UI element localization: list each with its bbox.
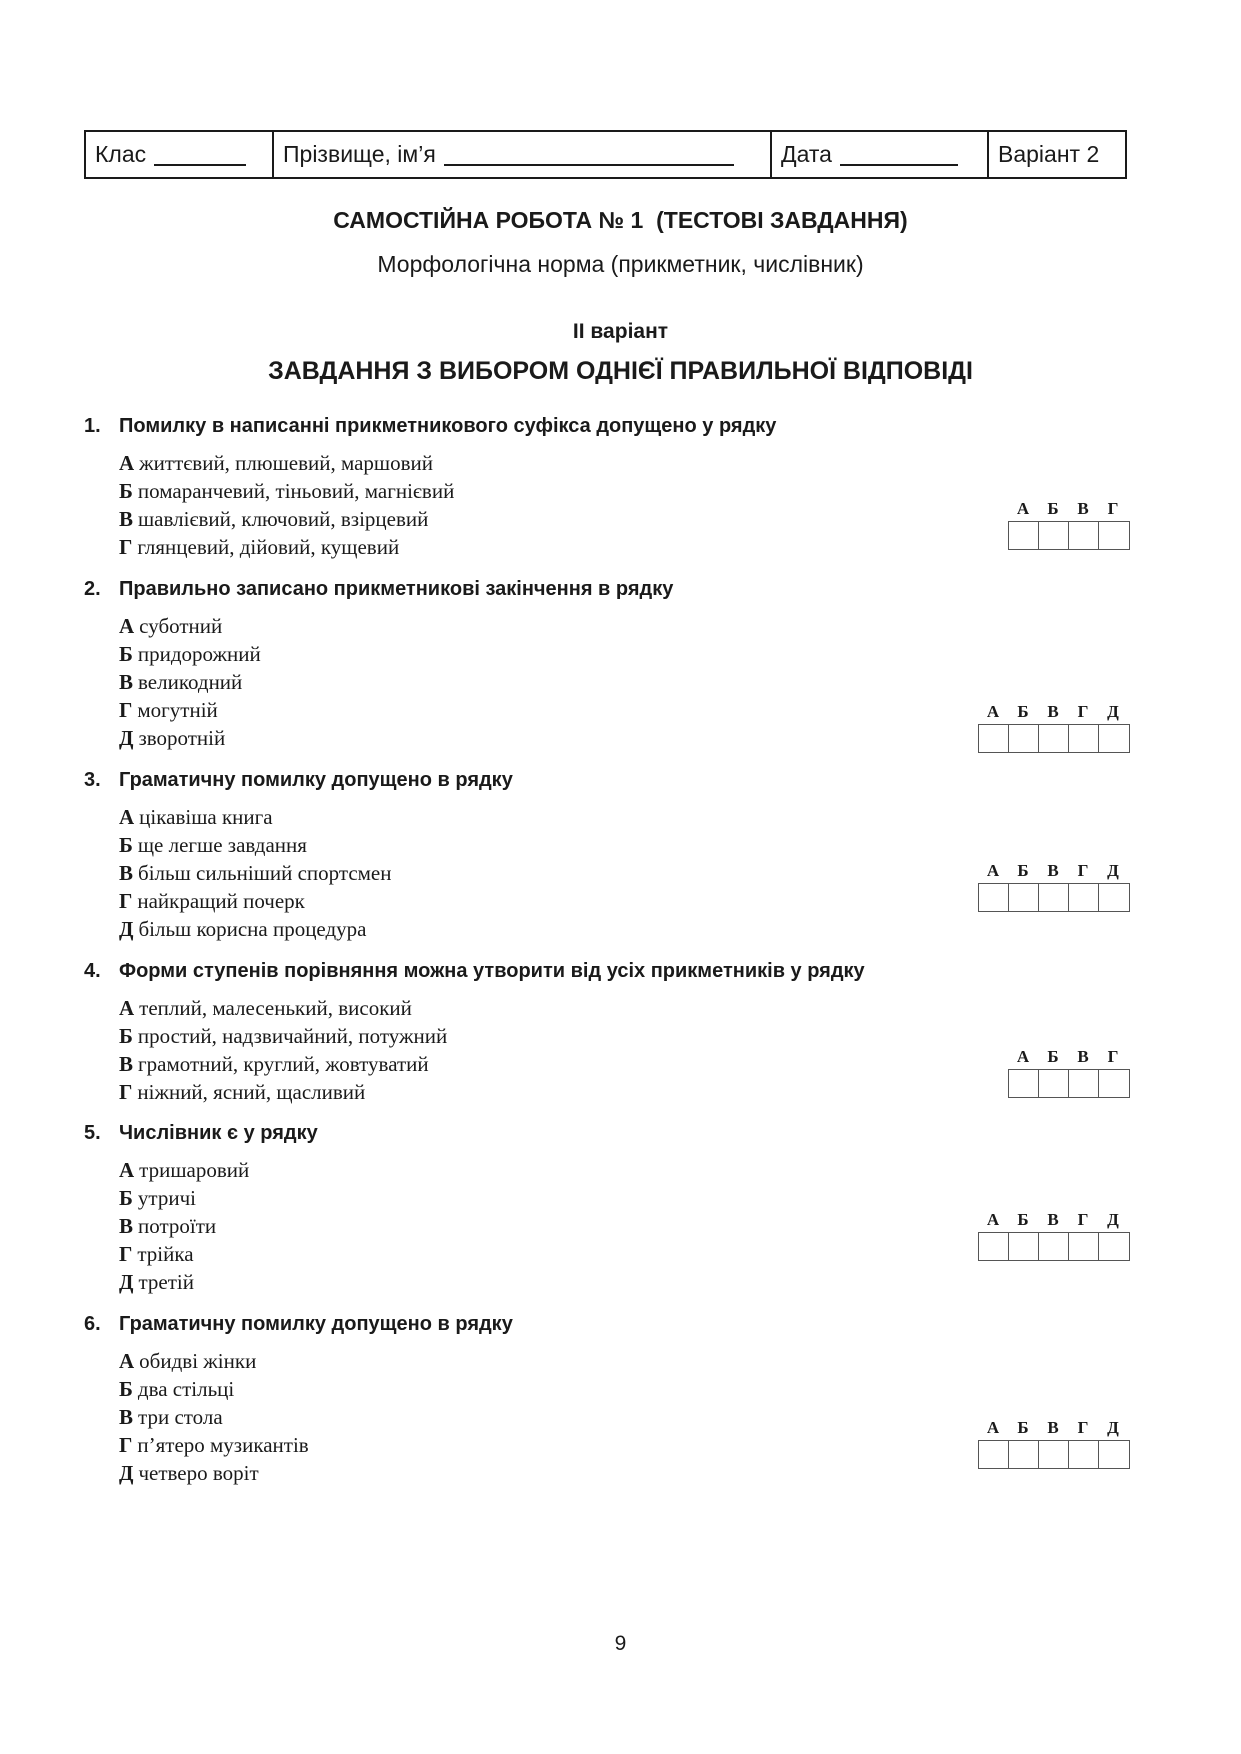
question-number: 3.	[84, 769, 101, 791]
option-letter: Г	[119, 698, 133, 722]
answer-box-b[interactable]	[1039, 1070, 1069, 1097]
question-text: Граматичну помилку допущено в рядку	[119, 769, 513, 791]
option-text: життєвий, плюшевий, маршовий	[139, 451, 433, 475]
grid-letter: Г	[1077, 702, 1089, 721]
option-letter: А	[119, 1158, 135, 1182]
option-d	[119, 1268, 1134, 1296]
grid-letter: А	[986, 1210, 1000, 1229]
section-title: ЗАВДАННЯ З ВИБОРОМ ОДНІЄЇ ПРАВИЛЬНОЇ ВІДПОВІДІ	[268, 357, 973, 385]
option-b	[119, 1022, 1134, 1050]
option-text: грамотний, круглий, жовтуватий	[138, 1052, 429, 1076]
option-letter: Д	[119, 1270, 134, 1294]
option-b	[119, 640, 1134, 668]
answer-box-a[interactable]	[1009, 522, 1039, 549]
answer-box-d[interactable]	[1099, 1233, 1129, 1260]
option-letter: Г	[119, 1433, 133, 1457]
question-heading	[84, 765, 1134, 795]
grid-letter: Б	[1017, 702, 1029, 721]
variant-label: Варіант 2	[998, 141, 1100, 167]
page-number: 9	[614, 1632, 627, 1655]
grid-letter: Д	[1107, 702, 1119, 721]
option-text: найкращий почерк	[137, 889, 305, 913]
option-text: суботний	[139, 614, 223, 638]
option-text: придорожний	[137, 642, 261, 666]
grid-letter: А	[1016, 499, 1030, 518]
option-a	[119, 449, 1134, 477]
option-text: глянцевий, дійовий, кущевий	[137, 535, 400, 559]
grid-letter: Г	[1077, 861, 1089, 880]
option-text: простий, надзвичайний, потужний	[137, 1024, 448, 1048]
date-blank[interactable]	[840, 144, 958, 166]
name-label: Прізвище, ім’я	[283, 141, 436, 167]
option-text: обидві жінки	[139, 1349, 257, 1373]
answer-box-v[interactable]	[1039, 725, 1069, 752]
option-text: два стільці	[137, 1377, 235, 1401]
question-5	[84, 1118, 1134, 1296]
option-b	[119, 831, 1134, 859]
answer-box-v[interactable]	[1039, 884, 1069, 911]
answer-box-g[interactable]	[1069, 884, 1099, 911]
question-1	[84, 411, 1134, 561]
question-text: Помилку в написанні прикметникового суфікса допущено у рядку	[119, 415, 777, 437]
variant-title: ІІ варіант	[572, 320, 669, 343]
question-2	[84, 574, 1134, 752]
option-a	[119, 612, 1134, 640]
answer-box-g[interactable]	[1069, 1441, 1099, 1468]
grid-letter: Б	[1017, 861, 1029, 880]
option-a	[119, 994, 1134, 1022]
option-letter: В	[119, 861, 134, 885]
option-text: четверо воріт	[138, 1461, 259, 1485]
question-number: 1.	[84, 415, 101, 437]
grid-letter: А	[986, 702, 1000, 721]
question-number: 6.	[84, 1313, 101, 1335]
grid-letter: А	[1016, 1047, 1030, 1066]
option-text: цікавіша книга	[139, 805, 273, 829]
option-text: шавлієвий, ключовий, взірцевий	[138, 507, 429, 531]
option-letter: А	[119, 614, 135, 638]
option-g	[119, 1078, 1134, 1106]
question-number: 2.	[84, 578, 101, 600]
grid-letter: Г	[1077, 1418, 1089, 1437]
option-text: утричі	[137, 1186, 196, 1210]
option-b	[119, 477, 1134, 505]
option-letter: Б	[119, 479, 133, 503]
option-text: більш сильніший спортсмен	[138, 861, 392, 885]
question-4	[84, 956, 1134, 1106]
option-text: потроїти	[138, 1214, 217, 1238]
option-text: могутній	[137, 698, 218, 722]
option-text: три стола	[138, 1405, 223, 1429]
option-letter: В	[119, 507, 134, 531]
answer-box-a[interactable]	[979, 884, 1009, 911]
grid-letter: В	[1047, 1418, 1059, 1437]
option-letter: В	[119, 670, 134, 694]
option-v	[119, 668, 1134, 696]
grid-letter: В	[1077, 1047, 1089, 1066]
answer-grid-6	[978, 1416, 1130, 1469]
answer-box-g[interactable]	[1099, 1070, 1129, 1097]
option-letter: Г	[119, 889, 133, 913]
answer-box-a[interactable]	[979, 725, 1009, 752]
name-cell[interactable]	[274, 132, 772, 177]
answer-box-v[interactable]	[1039, 1233, 1069, 1260]
option-g	[119, 533, 1134, 561]
option-letter: Б	[119, 1024, 133, 1048]
option-v	[119, 505, 1134, 533]
answer-box-d[interactable]	[1099, 884, 1129, 911]
question-text: Форми ступенів порівняння можна утворити від усіх прикметників у рядку	[119, 960, 865, 982]
question-3	[84, 765, 1134, 943]
variant-cell	[989, 132, 1125, 177]
answer-box-b[interactable]	[1009, 1233, 1039, 1260]
answer-box-d[interactable]	[1099, 1441, 1129, 1468]
option-text: більш корисна процедура	[138, 917, 367, 941]
option-a	[119, 1347, 1134, 1375]
grid-letter: В	[1047, 1210, 1059, 1229]
date-cell[interactable]	[772, 132, 989, 177]
option-text: трійка	[137, 1242, 194, 1266]
answer-box-d[interactable]	[1099, 725, 1129, 752]
option-letter: А	[119, 1349, 135, 1373]
option-letter: Г	[119, 535, 133, 559]
option-letter: А	[119, 805, 135, 829]
answer-box-a[interactable]	[979, 1441, 1009, 1468]
answer-box-b[interactable]	[1009, 725, 1039, 752]
answer-box-v[interactable]	[1069, 1070, 1099, 1097]
answer-box-b[interactable]	[1009, 1441, 1039, 1468]
class-cell[interactable]	[86, 132, 274, 177]
option-letter: В	[119, 1405, 134, 1429]
option-letter: Д	[119, 1461, 134, 1485]
option-letter: А	[119, 451, 135, 475]
question-heading	[84, 574, 1134, 604]
grid-letter: Г	[1107, 499, 1119, 518]
answer-grid-5	[978, 1208, 1130, 1261]
question-number: 5.	[84, 1122, 101, 1144]
option-d	[119, 915, 1134, 943]
option-letter: А	[119, 996, 135, 1020]
grid-letter: Б	[1047, 1047, 1059, 1066]
worksheet-title: САМОСТІЙНА РОБОТА № 1 (ТЕСТОВІ ЗАВДАННЯ)	[333, 207, 908, 233]
option-letter: Д	[119, 726, 134, 750]
answer-box-v[interactable]	[1069, 522, 1099, 549]
answer-grid-3	[978, 859, 1130, 912]
grid-letter: Г	[1107, 1047, 1119, 1066]
question-text: Граматичну помилку допущено в рядку	[119, 1313, 513, 1335]
option-text: п’ятеро музикантів	[137, 1433, 309, 1457]
grid-letter: Б	[1017, 1418, 1029, 1437]
option-letter: Г	[119, 1080, 133, 1104]
question-heading	[84, 1118, 1134, 1148]
answer-box-g[interactable]	[1069, 725, 1099, 752]
options-list	[119, 449, 1134, 561]
answer-box-a[interactable]	[1009, 1070, 1039, 1097]
grid-letter: Б	[1047, 499, 1059, 518]
answer-box-g[interactable]	[1099, 522, 1129, 549]
options-list	[119, 994, 1134, 1106]
option-a	[119, 1156, 1134, 1184]
question-heading	[84, 411, 1134, 441]
answer-box-v[interactable]	[1039, 1441, 1069, 1468]
question-number: 4.	[84, 960, 101, 982]
option-text: третій	[138, 1270, 194, 1294]
grid-letter: Д	[1107, 1418, 1119, 1437]
option-text: ще легше завдання	[137, 833, 307, 857]
name-blank[interactable]	[444, 144, 734, 166]
option-letter: Б	[119, 1377, 133, 1401]
option-text: зворотній	[138, 726, 226, 750]
grid-letter: В	[1047, 702, 1059, 721]
option-text: великодний	[138, 670, 243, 694]
student-info-table	[84, 130, 1127, 179]
question-text: Числівник є у рядку	[119, 1122, 318, 1144]
option-letter: Г	[119, 1242, 133, 1266]
option-letter: В	[119, 1214, 134, 1238]
answer-box-b[interactable]	[1009, 884, 1039, 911]
option-text: ніжний, ясний, щасливий	[137, 1080, 366, 1104]
answer-box-b[interactable]	[1039, 522, 1069, 549]
question-6	[84, 1309, 1134, 1487]
option-a	[119, 803, 1134, 831]
grid-letter: А	[986, 1418, 1000, 1437]
class-blank[interactable]	[154, 144, 246, 166]
worksheet-subtitle: Морфологічна норма (прикметник, числівник)	[377, 251, 864, 277]
question-heading	[84, 956, 1134, 986]
date-label: Дата	[781, 141, 832, 167]
class-label: Клас	[95, 141, 147, 167]
option-letter: В	[119, 1052, 134, 1076]
answer-box-g[interactable]	[1069, 1233, 1099, 1260]
answer-grid-4	[1008, 1045, 1130, 1098]
grid-letter: А	[986, 861, 1000, 880]
option-v	[119, 1050, 1134, 1078]
answer-box-a[interactable]	[979, 1233, 1009, 1260]
grid-letter: В	[1047, 861, 1059, 880]
option-b	[119, 1375, 1134, 1403]
option-letter: Д	[119, 917, 134, 941]
grid-letter: В	[1077, 499, 1089, 518]
grid-letter: Д	[1107, 861, 1119, 880]
option-letter: Б	[119, 642, 133, 666]
question-heading	[84, 1309, 1134, 1339]
grid-letter: Г	[1077, 1210, 1089, 1229]
option-text: помаранчевий, тіньовий, магнієвий	[137, 479, 455, 503]
answer-grid-1	[1008, 497, 1130, 550]
grid-letter: Д	[1107, 1210, 1119, 1229]
answer-grid-2	[978, 700, 1130, 753]
option-text: тришаровий	[139, 1158, 250, 1182]
question-text: Правильно записано прикметникові закінчення в рядку	[119, 578, 674, 600]
grid-letter: Б	[1017, 1210, 1029, 1229]
option-letter: Б	[119, 1186, 133, 1210]
option-text: теплий, малесенький, високий	[139, 996, 412, 1020]
option-letter: Б	[119, 833, 133, 857]
